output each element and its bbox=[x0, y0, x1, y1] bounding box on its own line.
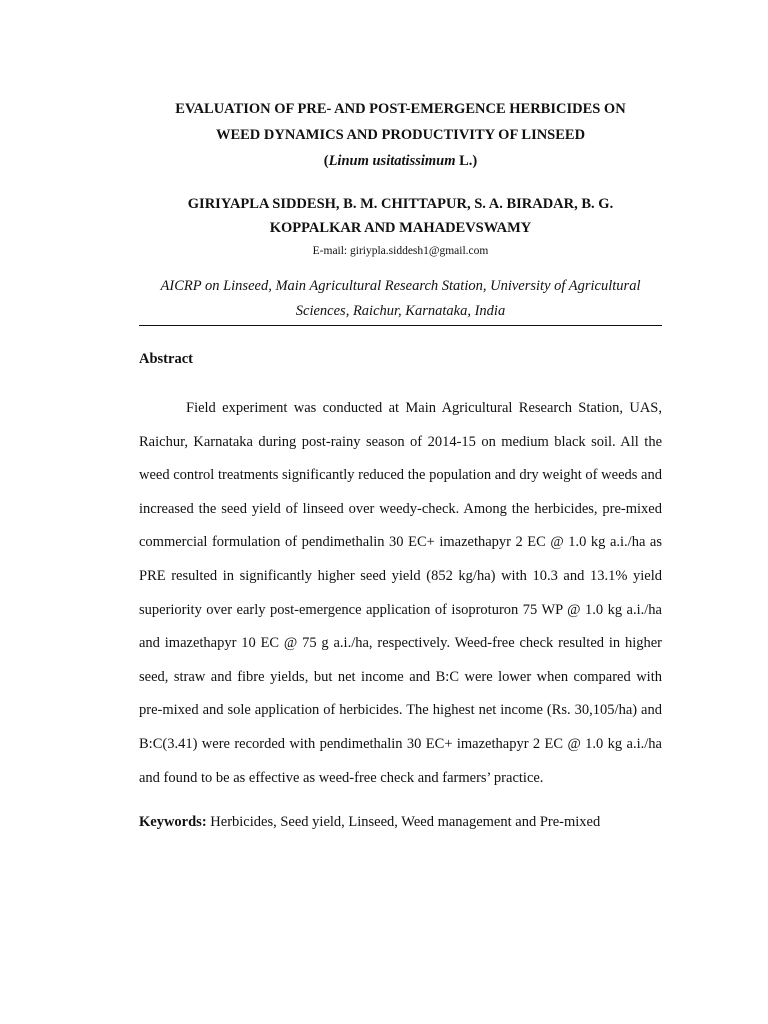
keywords-label: Keywords: bbox=[139, 814, 207, 831]
title-line-2: WEED DYNAMICS AND PRODUCTIVITY OF LINSEED bbox=[215, 127, 586, 143]
title-sci-suffix: L.) bbox=[455, 153, 478, 169]
paper-title bbox=[139, 96, 662, 148]
author-email: E-mail: giriypla.siddesh1@gmail.com bbox=[312, 245, 489, 257]
authors-line-1: GIRIYAPLA SIDDESH, B. M. CHITTAPUR, S. A. BIRADAR, B. G. bbox=[187, 196, 614, 212]
title-sci-name: Linum usitatissimum bbox=[328, 153, 456, 169]
title-paren-open: ( bbox=[323, 153, 329, 169]
abstract-body: Field experiment was conducted at Main Agricultural Research Station, UAS, Raichur, Karnataka during post-rainy season of 2014-15 on medium black soil. All the weed control treatments significantly reduced the population and dry weight of weeds and increased the seed yield of linseed over weedy-check. Among the herbicides, pre-mixed commercial formulation of pendimethalin 30 EC+ imazethapyr 2 EC @ 1.0 kg a.i./ha as PRE resulted in significantly higher seed yield (852 kg/ha) with 10.3 and 13.1% yield superiority over early post-emergence application of isoproturon 75 WP @ 1.0 kg a.i./ha and imazethapyr 10 EC @ 75 g a.i./ha, respectively. Weed-free check resulted in higher seed, straw and fibre yields, but net income and B:C were lower when compared with pre-mixed and sole application of herbicides. The highest net income (Rs. 30,105/ha) and B:C(3.41) were recorded with pendimethalin 30 EC+ imazethapyr 2 EC @ 1.0 kg a.i./ha and found to be as effective as weed-free check and farmers’ practice. bbox=[139, 400, 662, 786]
author-list bbox=[139, 192, 662, 240]
title-scientific-name bbox=[139, 148, 662, 174]
affiliation: AICRP on Linseed, Main Agricultural Research Station, University of Agricultural Sciences, Raichur, Karnataka, India bbox=[139, 274, 662, 326]
abstract-heading: Abstract bbox=[139, 351, 193, 367]
keywords bbox=[139, 811, 662, 833]
title-line-1: EVALUATION OF PRE- AND POST-EMERGENCE HERBICIDES ON bbox=[175, 101, 626, 117]
authors-line-2: KOPPALKAR AND MAHADEVSWAMY bbox=[269, 220, 532, 236]
paper-page bbox=[139, 96, 662, 833]
keywords-text: Herbicides, Seed yield, Linseed, Weed management and Pre-mixed bbox=[206, 814, 601, 831]
